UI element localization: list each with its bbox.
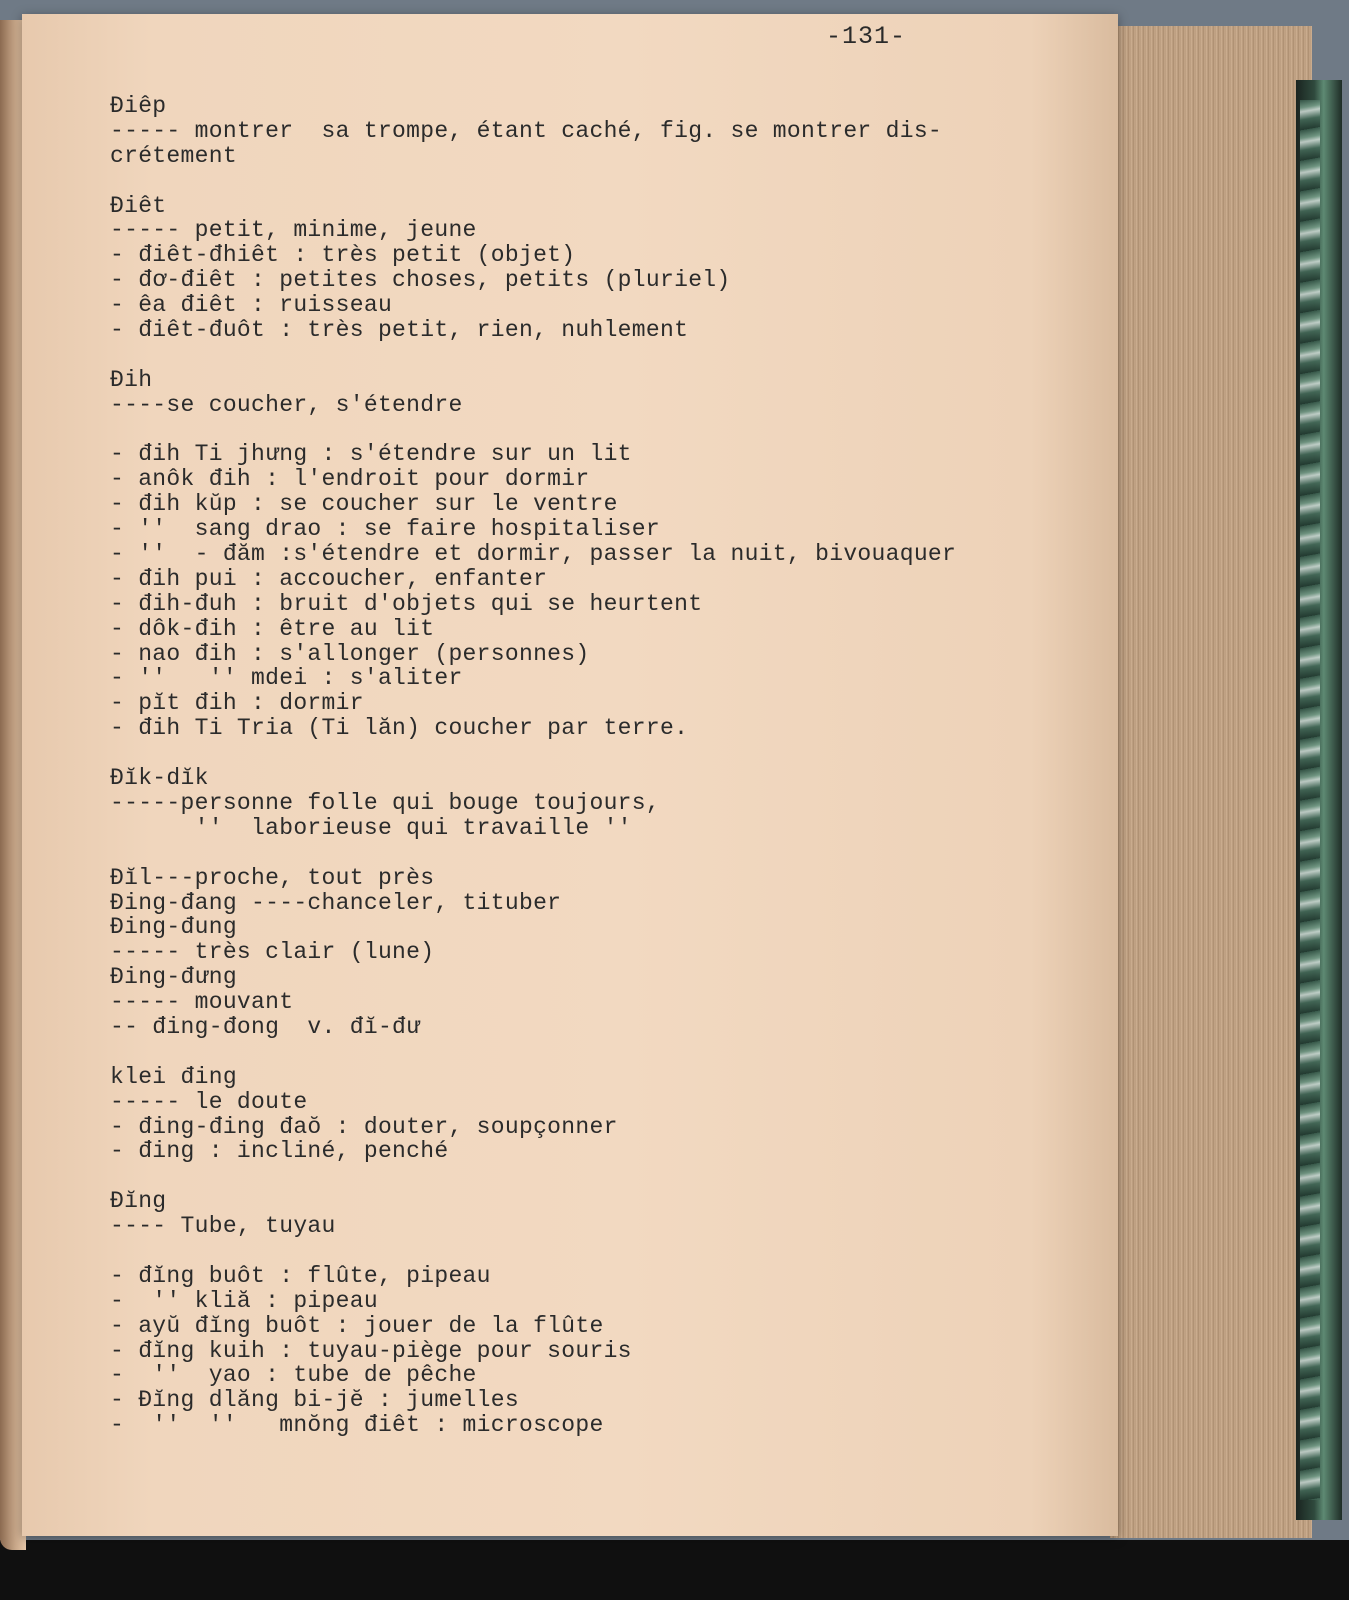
entry-line: - đĭng buôt : flûte, pipeau	[110, 1262, 491, 1289]
entry-line: ----se coucher, s'étendre	[110, 391, 463, 418]
page-number: -131-	[826, 22, 907, 51]
entry-line: - Đĭng dlăng bi-jĕ : jumelles	[110, 1387, 519, 1414]
entry-line: - đih Ti jhưng : s'étendre sur un lit	[110, 441, 632, 468]
entry-line: - đih kŭp : se coucher sur le ventre	[110, 491, 618, 518]
entry-line: - pĭt đih : dormir	[110, 690, 364, 717]
desk-background	[0, 1540, 1349, 1600]
entry-line: - '' yao : tube de pêche	[110, 1362, 477, 1389]
entry-line: - đơ-điêt : petites choses, petits (pluriel)	[110, 267, 731, 294]
entry-line: Đing-đung	[110, 914, 237, 941]
entry-line: -----personne folle qui bouge toujours,	[110, 789, 660, 816]
entry-line: Đing-đang ----chanceler, tituber	[110, 889, 562, 916]
blank-line	[110, 841, 1070, 866]
entry-line: Đĭk-dĭk	[110, 765, 209, 792]
marbled-endpaper	[1300, 100, 1320, 1500]
entry-line: klei đing	[110, 1063, 237, 1090]
entry-line: - ayŭ đĭng buôt : jouer de la flûte	[110, 1312, 604, 1339]
entry-line: - êa điêt : ruisseau	[110, 292, 393, 319]
entry-line: -- đing-đong v. đĭ-đư	[110, 1013, 421, 1040]
entry-line: ----- montrer sa trompe, étant caché, fig. se montrer dis-	[110, 117, 943, 144]
entry-line: - '' kliă : pipeau	[110, 1287, 378, 1314]
entry-line: - '' - đăm :s'étendre et dormir, passer la nuit, bivouaquer	[110, 541, 957, 568]
blank-line	[110, 741, 1070, 766]
entry-line: ----- petit, minime, jeune	[110, 217, 477, 244]
entry-line: - dôk-đih : être au lit	[110, 615, 435, 642]
entry-line: - điêt-đuôt : très petit, rien, nuhlement	[110, 317, 689, 344]
dictionary-entries	[110, 94, 1070, 1438]
blank-line	[110, 343, 1070, 368]
entry-line: Đĭl---proche, tout près	[110, 864, 435, 891]
entry-line: ---- Tube, tuyau	[110, 1213, 336, 1240]
blank-line	[110, 169, 1070, 194]
entry-line: Đih	[110, 366, 153, 393]
entry-line: - anôk đih : l'endroit pour dormir	[110, 466, 590, 493]
blank-line	[110, 1164, 1070, 1189]
entry-line: crétement	[110, 142, 237, 169]
entry-line: - đih pui : accoucher, enfanter	[110, 565, 548, 592]
entry-line: - đih Ti Tria (Ti lăn) coucher par terre.	[110, 715, 689, 742]
blank-line	[110, 1239, 1070, 1264]
entry-line: Đĭng	[110, 1188, 167, 1215]
entry-line: ----- très clair (lune)	[110, 939, 435, 966]
entry-line: - đĭng kuih : tuyau-piège pour souris	[110, 1337, 632, 1364]
entry-line: '' laborieuse qui travaille ''	[110, 814, 632, 841]
entry-line: - đing-đing đaŏ : douter, soupçonner	[110, 1113, 618, 1140]
entry-line: Điêp	[110, 93, 167, 119]
entry-line: - '' '' mdei : s'aliter	[110, 665, 463, 692]
entry-line: - đih-đuh : bruit d'objets qui se heurtent	[110, 590, 703, 617]
page-stack-edge	[1110, 26, 1312, 1538]
entry-line: ----- mouvant	[110, 989, 294, 1016]
blank-line	[110, 1040, 1070, 1065]
entry-line: - nao đih : s'allonger (personnes)	[110, 640, 590, 667]
entry-line: - đing : incliné, penché	[110, 1138, 449, 1165]
entry-line: - '' '' mnŏng điêt : microscope	[110, 1412, 604, 1439]
entry-line: ----- le doute	[110, 1088, 308, 1115]
entry-line: Đing-đưng	[110, 964, 237, 991]
entry-line: - '' sang drao : se faire hospitaliser	[110, 516, 660, 543]
entry-line: - điêt-đhiêt : très petit (objet)	[110, 242, 576, 269]
blank-line	[110, 418, 1070, 443]
entry-line: Điêt	[110, 192, 167, 219]
